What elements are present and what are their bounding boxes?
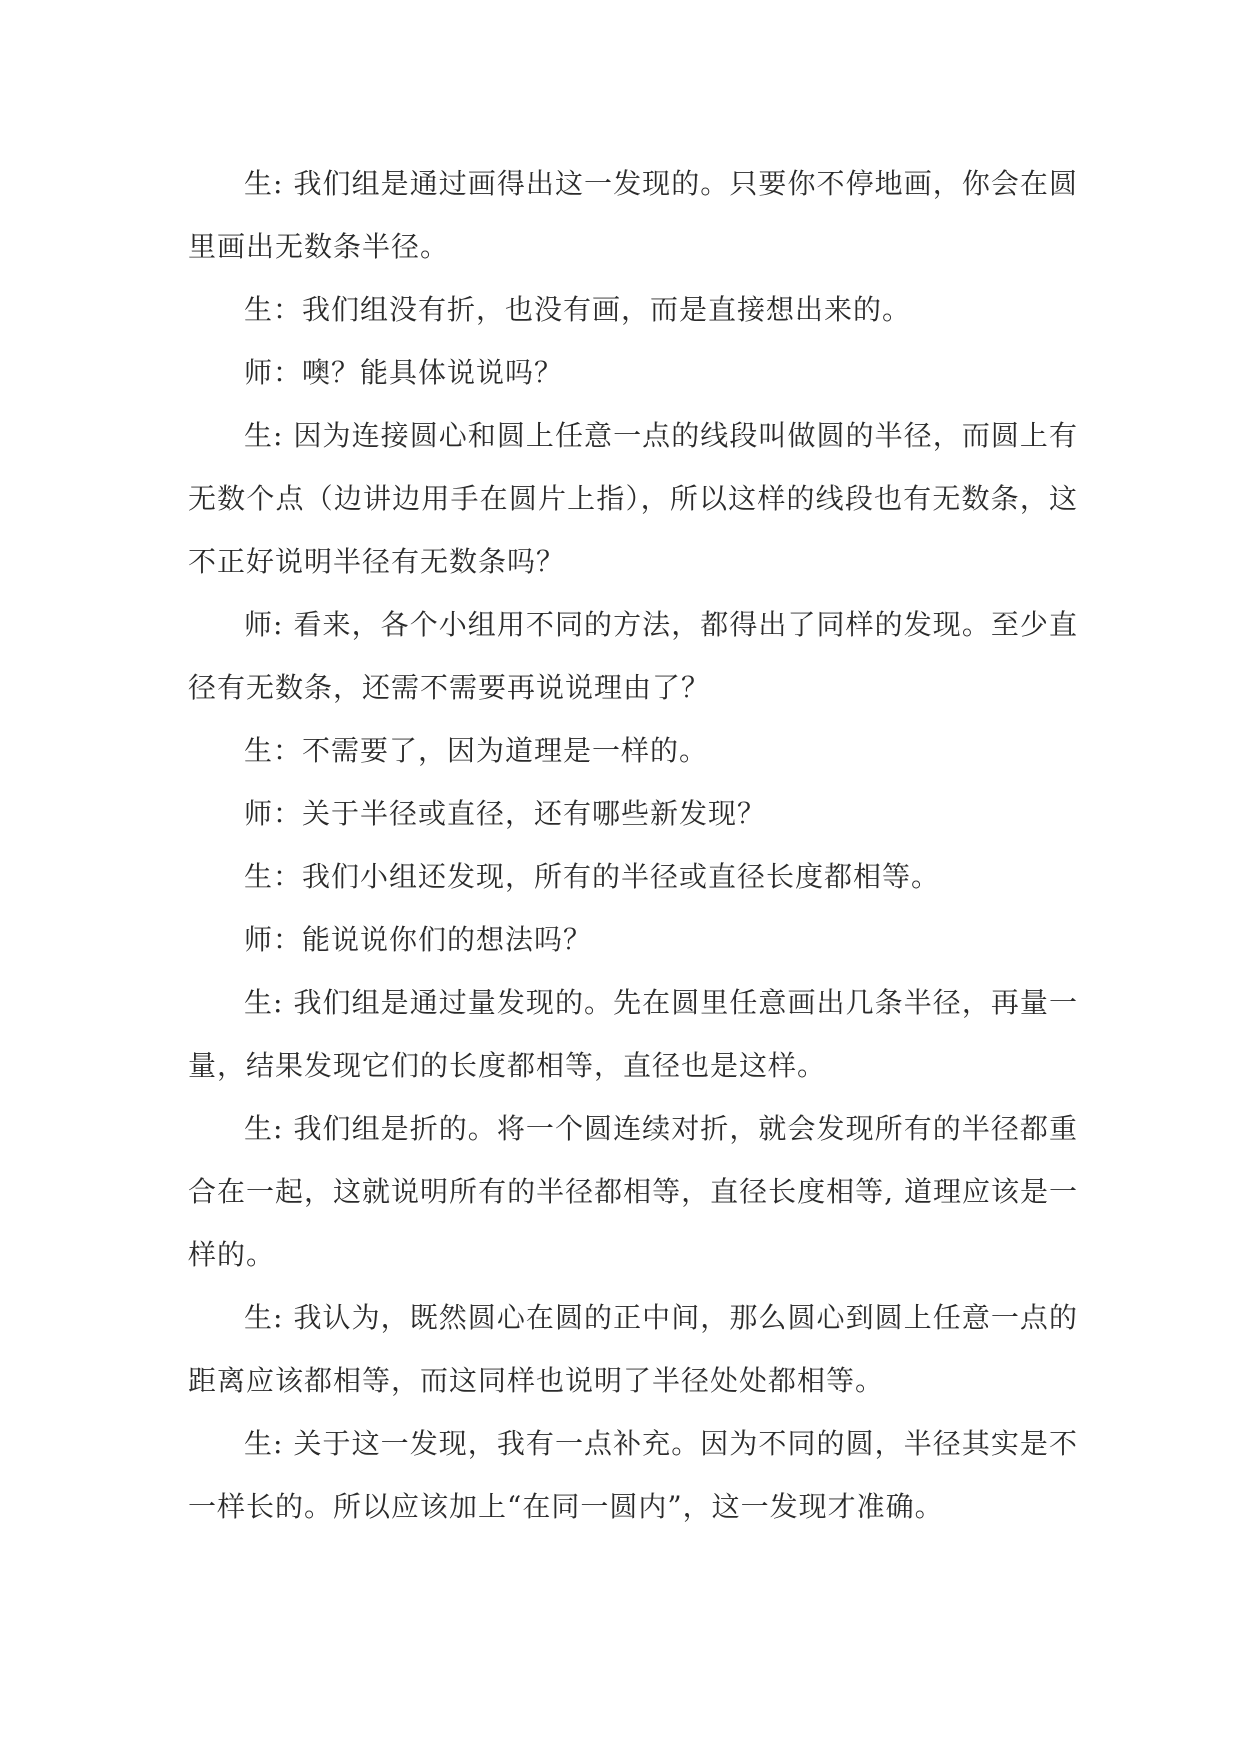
- paragraph: 生: 我认为，既然圆心在圆的正中间，那么圆心到圆上任意一点的距离应该都相等，而这同样也说明了半径处处都相等。: [188, 1301, 1078, 1397]
- paragraph: 生: 我们组是折的。将一个圆连续对折，就会发现所有的半径都重合在一起，这就说明所有的半径都相等，直径长度相等, 道理应该是一样的。: [188, 1112, 1078, 1271]
- paragraph: 生: 因为连接圆心和圆上任意一点的线段叫做圆的半径，而圆上有无数个点（边讲边用手在圆片上指），所以这样的线段也有无数条，这不正好说明半径有无数条吗？: [188, 419, 1078, 578]
- paragraph: 生：我们小组还发现，所有的半径或直径长度都相等。: [244, 860, 941, 893]
- paragraph: 生：不需要了，因为道理是一样的。: [244, 734, 709, 767]
- paragraph: 生: 我们组是通过画得出这一发现的。只要你不停地画，你会在圆里画出无数条半径。: [188, 167, 1078, 263]
- document-body: [188, 152, 1078, 1538]
- paragraph: 生: 关于这一发现，我有一点补充。因为不同的圆，半径其实是不一样长的。所以应该加上“在同一圆内”，这一发现才准确。: [188, 1427, 1078, 1523]
- paragraph: 生：我们组没有折，也没有画，而是直接想出来的。: [244, 293, 912, 326]
- paragraph: 师: 看来，各个小组用不同的方法，都得出了同样的发现。至少直径有无数条，还需不需要再说说理由了？: [188, 608, 1078, 704]
- paragraph: 生: 我们组是通过量发现的。先在圆里任意画出几条半径，再量一量，结果发现它们的长度都相等，直径也是这样。: [188, 986, 1078, 1082]
- paragraph: 师：噢？能具体说说吗？: [244, 356, 564, 389]
- paragraph: 师：关于半径或直径，还有哪些新发现？: [244, 797, 767, 830]
- paragraph: 师：能说说你们的想法吗？: [244, 923, 593, 956]
